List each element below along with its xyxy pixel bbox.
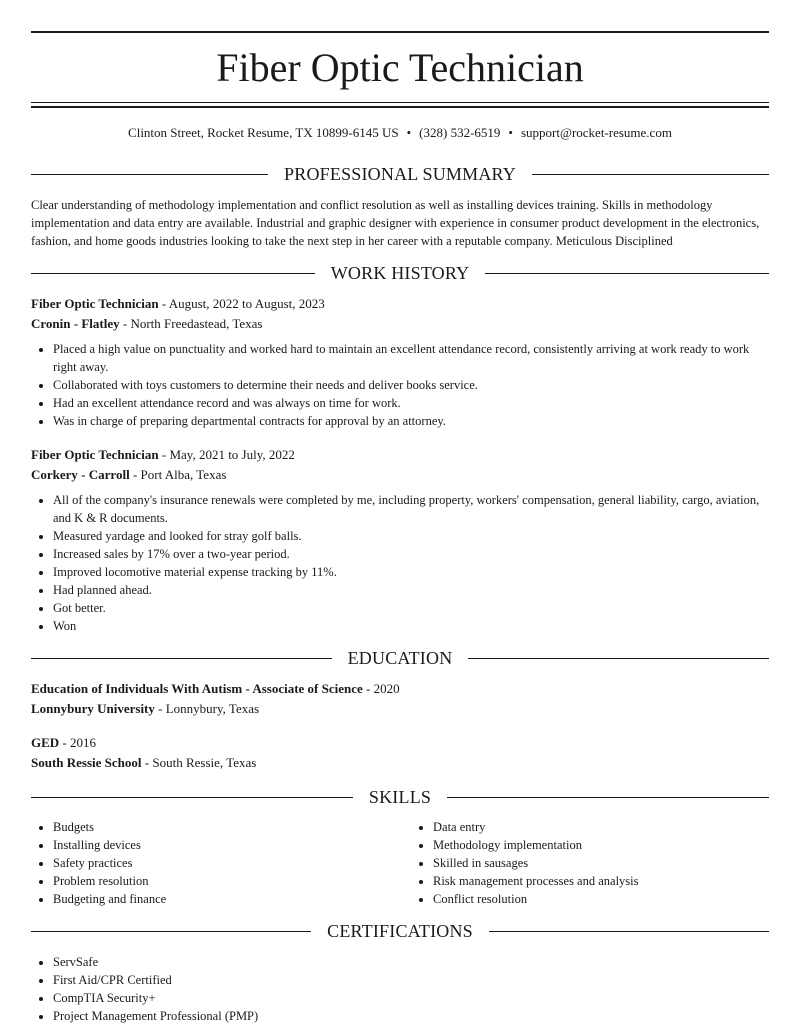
- skills-column-right: [411, 818, 769, 908]
- job-dates: May, 2021 to July, 2022: [169, 447, 295, 462]
- heading-rule-right: [532, 174, 769, 175]
- section-heading-summary: [31, 162, 769, 186]
- list-item: • Got better.: [53, 599, 769, 617]
- heading-rule-left: [31, 931, 311, 932]
- resume-title: Fiber Optic Technician: [216, 45, 584, 90]
- dash: -: [59, 735, 71, 750]
- list-item: • Risk management processes and analysis: [433, 872, 769, 890]
- certification-bullets: [31, 953, 769, 1025]
- dash: -: [158, 296, 169, 311]
- degree-line: [31, 733, 769, 753]
- degree: Education of Individuals With Autism - Associate of Science: [31, 681, 363, 696]
- heading-rule-right: [485, 273, 769, 274]
- section-title: CERTIFICATIONS: [327, 921, 473, 941]
- list-item: • Had planned ahead.: [53, 581, 769, 599]
- list-item: • Measured yardage and looked for stray golf balls.: [53, 527, 769, 545]
- school-location: Lonnybury, Texas: [165, 701, 260, 716]
- list-item: • All of the company's insurance renewals were completed by me, including property, workers' compensation, general liability, cargo, aviation, and K & R documents.: [53, 491, 769, 527]
- company-name: Cronin - Flatley: [31, 316, 120, 331]
- job-entry: [31, 294, 769, 430]
- list-item: • First Aid/CPR Certified: [53, 971, 769, 989]
- graduation-year: 2016: [70, 735, 97, 750]
- list-item: • Increased sales by 17% over a two-year period.: [53, 545, 769, 563]
- contact-separator: •: [406, 125, 412, 140]
- list-item: • Budgeting and finance: [53, 890, 389, 908]
- job-title: Fiber Optic Technician: [31, 296, 159, 311]
- list-item: • Methodology implementation: [433, 836, 769, 854]
- section-heading-work: [31, 261, 769, 285]
- company-line: [31, 314, 769, 334]
- job-entry: [31, 445, 769, 635]
- dash: -: [362, 681, 374, 696]
- job-title: Fiber Optic Technician: [31, 447, 159, 462]
- education-entry: [31, 733, 769, 773]
- summary-text: Clear understanding of methodology implementation and conflict resolution as well as installing devices training. Skills in methodology implementation and data entry are available. Industrial and graphic designer with experience in consumer product development in the electronics, fashion, and home goods industries looking to take the next step in her career with a reputable company. Meticulous Disciplined: [31, 198, 760, 248]
- heading-rule-right: [447, 797, 769, 798]
- contact-phone: (328) 532-6519: [419, 125, 501, 140]
- contact-address: Clinton Street, Rocket Resume, TX 10899-6145 US: [128, 125, 399, 140]
- dash: -: [141, 755, 153, 770]
- heading-rule-left: [31, 658, 332, 659]
- degree-line: [31, 679, 769, 699]
- certifications-list: [31, 947, 769, 1025]
- section-title: PROFESSIONAL SUMMARY: [284, 164, 516, 184]
- company-location: North Freedastead, Texas: [130, 316, 263, 331]
- heading-rule-right: [489, 931, 769, 932]
- heading-rule-left: [31, 174, 268, 175]
- list-item: • ServSafe: [53, 953, 769, 971]
- list-item: • Had an excellent attendance record and was always on time for work.: [53, 394, 769, 412]
- list-item: • Was in charge of preparing departmental contracts for approval by an attorney.: [53, 412, 769, 430]
- section-title: SKILLS: [368, 787, 432, 807]
- company-name: Corkery - Carroll: [31, 467, 130, 482]
- list-item: • Budgets: [53, 818, 389, 836]
- header-double-rule-thick: [31, 106, 769, 108]
- contact-email: support@rocket-resume.com: [520, 125, 672, 140]
- school-line: [31, 753, 769, 773]
- company-line: [31, 465, 769, 485]
- header-top-rule: [31, 31, 769, 33]
- section-heading-certifications: [31, 919, 769, 943]
- education-entry: [31, 679, 769, 719]
- skills-list: [31, 818, 769, 908]
- school-location: South Ressie, Texas: [152, 755, 257, 770]
- list-item: • Data entry: [433, 818, 769, 836]
- section-heading-education: [31, 646, 769, 670]
- list-item: • Project Management Professional (PMP): [53, 1007, 769, 1025]
- list-item: • CompTIA Security+: [53, 989, 769, 1007]
- job-title-line: [31, 294, 769, 314]
- degree: GED: [31, 735, 60, 750]
- header-double-rule-thin: [31, 102, 769, 103]
- skills-column-left: [31, 818, 389, 908]
- section-title: EDUCATION: [347, 648, 453, 668]
- dash: -: [158, 447, 170, 462]
- section-title: WORK HISTORY: [330, 263, 470, 283]
- list-item: • Placed a high value on punctuality and worked hard to maintain an excellent attendance record, consistently arriving at work ready to work right away.: [53, 340, 769, 376]
- heading-rule-left: [31, 797, 353, 798]
- contact-line: [31, 124, 769, 142]
- company-location: Port Alba, Texas: [140, 467, 227, 482]
- dash: -: [129, 467, 141, 482]
- dash: -: [154, 701, 166, 716]
- job-bullets: [31, 491, 769, 635]
- graduation-year: 2020: [373, 681, 400, 696]
- job-dates: August, 2022 to August, 2023: [168, 296, 325, 311]
- contact-separator: •: [508, 125, 513, 140]
- section-heading-skills: [31, 785, 769, 809]
- heading-rule-right: [468, 658, 769, 659]
- list-item: • Installing devices: [53, 836, 389, 854]
- heading-rule-left: [31, 273, 315, 274]
- dash: -: [119, 316, 131, 331]
- job-bullets: [31, 340, 769, 430]
- school-name: Lonnybury University: [31, 701, 155, 716]
- list-item: • Skilled in sausages: [433, 854, 769, 872]
- list-item: • Safety practices: [53, 854, 389, 872]
- list-item: • Improved locomotive material expense tracking by 11%.: [53, 563, 769, 581]
- job-title-line: [31, 445, 769, 465]
- list-item: • Conflict resolution: [433, 890, 769, 908]
- list-item: • Won: [53, 617, 769, 635]
- school-line: [31, 699, 769, 719]
- list-item: • Problem resolution: [53, 872, 389, 890]
- school-name: South Ressie School: [31, 755, 142, 770]
- list-item: • Collaborated with toys customers to determine their needs and deliver books service.: [53, 376, 769, 394]
